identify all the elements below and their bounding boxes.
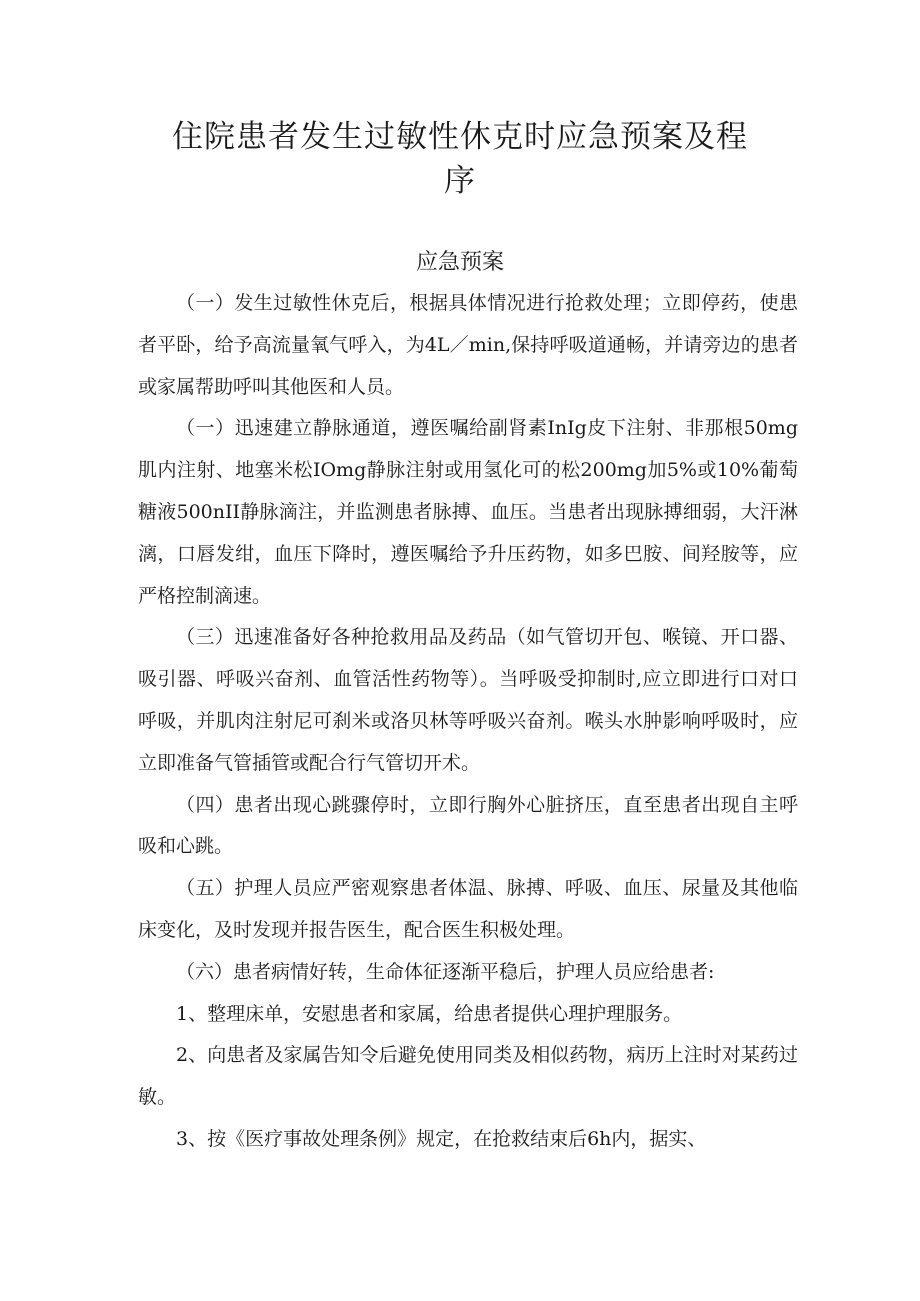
document-title — [0, 115, 920, 203]
paragraph-5: （五）护理人员应严密观察患者体温、脉搏、呼吸、血压、尿量及其他临床变化，及时发现并报告医生，配合医生积极处理。 — [138, 877, 798, 941]
list-item-2: 2、向患者及家属告知令后避免使用同类及相似药物，病历上注时对某药过敏。 — [138, 1044, 798, 1109]
section-heading: 应急预案 — [415, 250, 504, 275]
title-line-1: 住院患者发生过敏性休克时应急预案及程 — [172, 119, 748, 155]
paragraph-4: （四）患者出现心跳骤停时，立即行胸外心脏挤压，直至患者出现自主呼吸和心跳。 — [138, 793, 798, 858]
paragraph-1: （一）发生过敏性休克后，根据具体情况进行抢救处理；立即停药，使患者平卧，给予高流量氧气呼入，为4L／min,保持呼吸道通畅，并请旁边的患者或家属帮助呼叫其他医和人员。 — [138, 292, 798, 398]
list-item-1: 1、整理床单，安慰患者和家属，给患者提供心理护理服务。 — [176, 1002, 683, 1025]
title-line-2: 序 — [444, 163, 476, 199]
paragraph-2: （一）迅速建立静脉通道，遵医嘱给副肾素InIg皮下注射、非那根50mg肌内注射、地塞米松IOmg静脉注射或用氢化可的松200mg加5%或10%葡萄糖液500nII静脉滴注，并监测患者脉搏、血压。当患者出现脉搏细弱，大汗淋漓，口唇发绀，血压下降时，遵医嘱给予升压药物，如多巴胺、间羟胺等，应严格控制滴速。 — [138, 417, 798, 607]
document-body — [138, 283, 798, 1161]
list-item-3: 3、按《医疗事故处理条例》规定，在抢救结束后6h内，据实、 — [176, 1127, 707, 1150]
paragraph-3: （三）迅速准备好各种抢救用品及药品（如气管切开包、喉镜、开口器、吸引器、呼吸兴奋剂、血管活性药物等）。当呼吸受抑制时,应立即进行口对口呼吸，并肌肉注射尼可刹米或洛贝林等呼吸兴奋剂。喉头水肿影响呼吸时，应立即准备气管插管或配合行气管切开术。 — [138, 626, 798, 774]
paragraph-6: （六）患者病情好转，生命体征逐渐平稳后，护理人员应给患者: — [176, 960, 715, 983]
